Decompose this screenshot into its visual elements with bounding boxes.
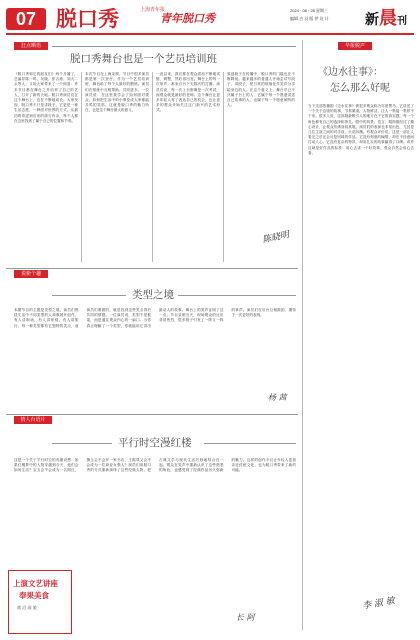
paper-logo-char-b: 晨 [379,8,397,29]
section-title: 脱口秀 [56,7,119,31]
lead-headline: 脱口秀舞台也是一个艺员培训班 [70,53,217,65]
meta-line: 编辑 吉 羽 版 伊 设 计 [290,16,329,21]
type-headline-rule-left [52,295,126,296]
plain-headline: 平行时空漫红楼 [118,437,192,449]
brand-small: 上海青年报 [140,7,166,13]
promo-line-3: 商 沿 闹 旅 [17,605,37,610]
page-number-badge: 07 [6,8,46,30]
sidebar-body: 当下这部热播剧《边水往事》被很多观众称为年度黑马。它讲述了一个关于边境的故事，节奏紧凑，人物鲜活，让人一集接一集停不下来。很多人说，这部剧最吸引人的地方在于它的真实感，每一个角色都有自己的选择和挣扎。剧中的风景、语言、服饰都经过了精心设计，让观众仿佛身临其境。演员们的表演也非常出色，尤其是几位主演之间的对手戏，火花四溅。有观众评价说，这是一部让人看完之后还会反复回味的作品。它没有刻意的煽情，却在不经意间打动人心；它没有复杂的特效，却用扎实的故事赢得了口碑。或许这就是好作品的标准：用心去讲一个好故事，观众自然会用心去看。 [308,104,414,155]
paper-logo-char-a: 新 [365,12,379,28]
lead-col-divider-1 [81,72,82,262]
type-headline-rule-right [178,295,296,296]
lower-rule [6,414,298,415]
plain-signature: 长 阿 [236,613,255,622]
lead-col-3: 一直以来，我们都在观众面前不断地试错、调整，然后再出发。舞台上的每一次掌声，都来自台下无数次的打磨。演员们说，每一次上台都像是一次考试，而观众就是最好的老师。这个舞台让更多年轻人有了表达自己的机会，也让更多的观众开始关注这门新兴的艺术形式。 [156,72,220,113]
sidebar-headline-b: 怎么那么好呢 [330,83,390,94]
brand-script: 青年脱口秀 [160,12,215,25]
lead-col-2: 本次节目在上海录制，节目中很多演员都是第一次登台。作为一个艺员培训班，舞台给了每个人最好的锻炼。演员们在排练中互相帮助，共同进步。一位演员说：在这里我学会了如何面对观众，如何把生活中的小事变成大家都能共鸣的笑料。这就是脱口秀的魅力所在，也是这个舞台最大的意义。 [85,72,149,113]
lead-col-1: 《脱口秀和它的朋友们》两个月播了，总编导陈一鸣、吴晓、张吉甫、刘大二头等人，又给大家带来了一个惊喜：许多节目都在舞台之外培养了自己的艺人，打开了新的天地。脱口秀演员们在这个舞台上，也在不断地成长。大家发现，脱口秀不只是讲段子，它更是一种生活态度，一种面对世界的方式。从最初的青涩到后来的游刃有余，每个人都在这里找到了属于自己的位置和节奏。 [14,72,78,123]
promo-line-2: 奉果美食 [19,591,49,600]
masthead-rule [6,33,414,35]
tag-voices: 说新个趣 [14,270,48,278]
mid-rule [6,268,298,269]
lead-col-divider-2 [152,72,153,262]
paper-logo-char-c: 刊 [397,16,407,27]
type-signature: 杨 茜 [268,393,287,402]
tag-zone: 狂点晒语 [14,42,48,50]
date-line: 2024 · 08 · 28 星期三 [290,8,329,13]
type-headline: 类型之境 [132,289,174,301]
sidebar-divider [302,40,303,630]
promo-box [8,570,72,634]
plain-headline-rule-left [52,443,112,444]
paper-logo [365,4,407,30]
lead-col-divider-3 [223,72,224,262]
lead-signature: 陈晓明 [261,230,291,246]
plain-body: 这是一个关于平行时空的有趣设想：如果红楼梦中的人物穿越到今天，他们会如何生活？宝玉会不会成为一名网红，黛玉会不会开一家书店，王熙凤又会不会成为一位商业女强人？演员们用脱口秀的方式重新演绎了这些经典人物，把古典文学与现代生活巧妙地结合在一起。观众在笑声中重新认识了这些熟悉的角色，也感受到了经典作品历久弥新的魅力。这样的创作不仅让年轻人更加亲近传统文化，也为脱口秀带来了新的可能。 [14,458,296,473]
type-body: 本期节目的主题是类型之境。演员们围绕生活中不同类型的人和事展开创作，有人讲职场，有人讲家庭，有人讲旅行。每一种类型都有它独特的笑点，而演员们要做的，就是找到这些笑点背后共同的情感。一位演员说，类型不是框架，而是通往观众内心的一扇门。当你真正理解了一个类型，你就能用它讲出最动人的故事。舞台上的笑声证明了这一点。节目录制当天，现场观众的反应非常热烈，很多段子引发了一阵又一阵的掌声。演员们在后台互相鼓励，期待下一次更好的表现。 [14,308,296,328]
plain-headline-rule-right [204,443,296,444]
lead-rule [52,46,296,47]
tag-quick: 情人台语片 [14,416,52,424]
tag-cards: 早报脱声 [338,42,372,50]
sidebar-headline-a: 《边水往事》： [318,67,383,78]
promo-line-1: 上演文艺讲座 [13,579,58,588]
sidebar-signature: 李 淑 敏 [361,596,396,612]
lead-col-4: 原创段子在传播中，脱口秀的门槛也在不断降低。越来越多的普通人开始尝试写段子、讲段子，把日常的烦恼化作笑声分享给身边的人。在这个意义上，舞台早已不只属于台上的人，它属于每一个愿意讲述自己故事的人，也属于每一个愿意倾听的人。 [227,72,295,108]
